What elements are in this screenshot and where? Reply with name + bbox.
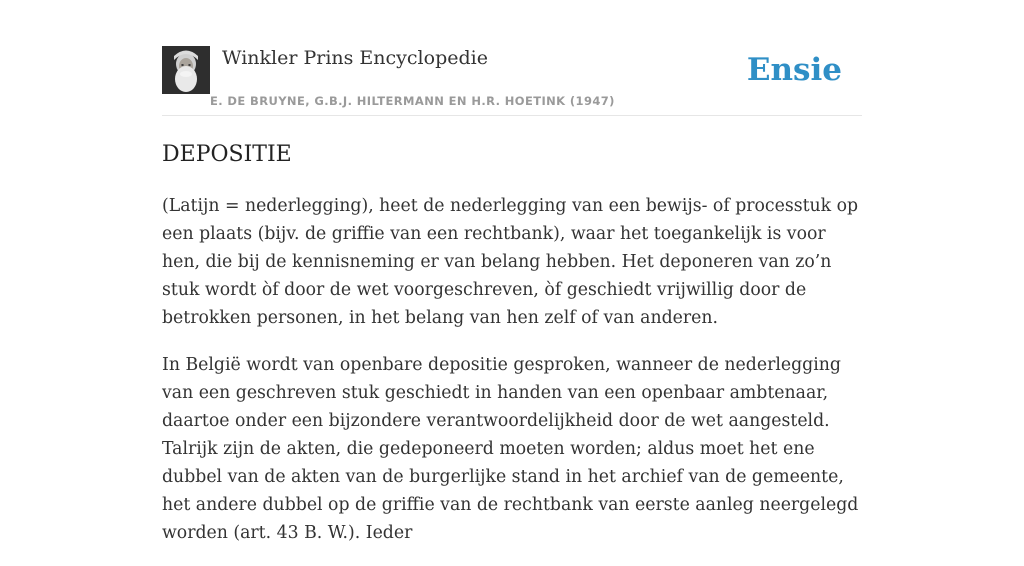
brand-logo[interactable]: Ensie bbox=[746, 52, 842, 88]
bearded-man-portrait-icon bbox=[162, 46, 210, 94]
source-header bbox=[162, 46, 862, 116]
source-title[interactable]: Winkler Prins Encyclopedie bbox=[222, 47, 488, 69]
author-avatar[interactable] bbox=[162, 46, 210, 94]
entry-title: DEPOSITIE bbox=[162, 142, 292, 167]
entry-body bbox=[162, 192, 862, 566]
entry-paragraph: In België wordt van openbare depositie gesproken, wanneer de nederlegging van een geschreven stuk geschiedt in handen van een openbaar ambtenaar, daartoe onder een bijzondere verantwoordelijkheid door de wet aangesteld. Talrijk zijn de akten, die gedeponeerd moeten worden; aldus moet het ene dubbel van de akten van de burgerlijke stand in het archief van de gemeente, het andere dubbel op de griffie van de rechtbank van eerste aanleg neergelegd worden (art. 43 B. W.). Ieder bbox=[162, 355, 859, 543]
entry-paragraph: (Latijn = nederlegging), heet de nederlegging van een bewijs- of processtuk op een plaats (bijv. de griffie van een rechtbank), waar het toegankelijk is voor hen, die bij de kennisneming er van belang hebben. Het deponeren van zo’n stuk wordt òf door de wet voorgeschreven, òf geschiedt vrijwillig door de betrokken personen, in het belang van hen zelf of van anderen. bbox=[162, 196, 859, 328]
source-authors: E. DE BRUYNE, G.B.J. HILTERMANN EN H.R. HOETINK (1947) bbox=[210, 94, 615, 108]
